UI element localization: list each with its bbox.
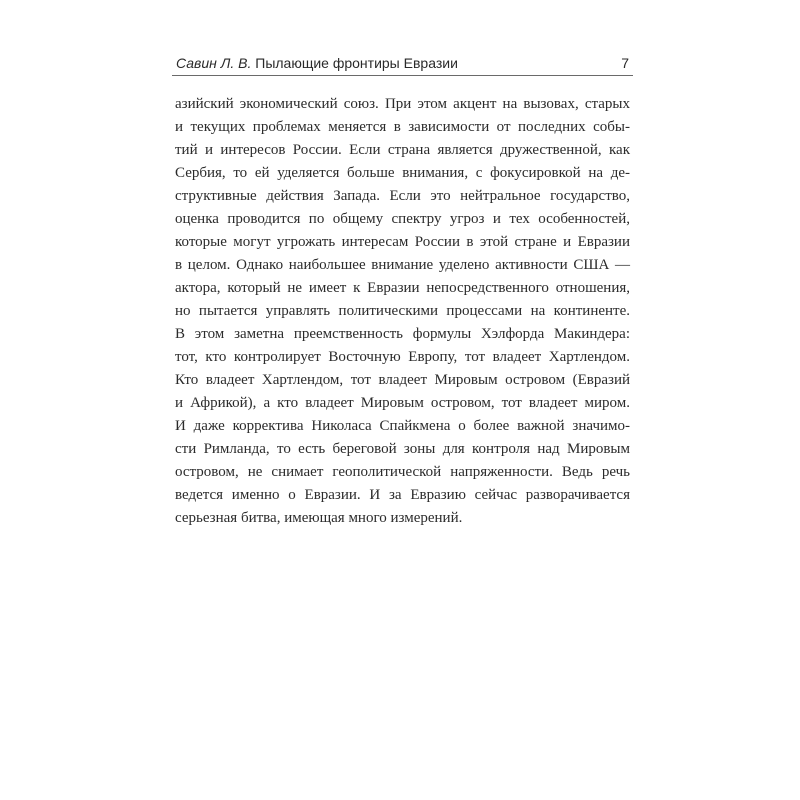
text-line: Сербия, то ей уделяется больше внимания, с фокусировкой на де-: [175, 165, 630, 181]
running-head: [176, 55, 458, 71]
page-number: 7: [621, 55, 629, 71]
text-line: азийский экономический союз. При этом акцент на вызовах, старых: [175, 96, 630, 112]
text-line: которые могут угрожать интересам России в этой стране и Евразии: [175, 234, 630, 250]
text-line: актора, который не имеет к Евразии непосредственного отношения,: [175, 280, 630, 296]
header-author: Савин Л. В.: [176, 55, 252, 71]
text-line: тот, кто контролирует Восточную Европу, тот владеет Хартлендом.: [175, 349, 630, 365]
text-line: и Африкой), а кто владеет Мировым островом, тот владеет миром.: [175, 395, 630, 411]
text-line: структивные действия Запада. Если это нейтральное государство,: [175, 188, 630, 204]
body-text: [175, 93, 630, 530]
text-line: островом, не снимает геополитической напряженности. Ведь речь: [175, 464, 630, 480]
text-line: тий и интересов России. Если страна является дружественной, как: [175, 142, 630, 158]
text-line: и текущих проблемах меняется в зависимости от последних собы-: [175, 119, 630, 135]
text-line: сти Римланда, то есть береговой зоны для контроля над Мировым: [175, 441, 630, 457]
text-line: В этом заметна преемственность формулы Хэлфорда Макиндера:: [175, 326, 630, 342]
page-header: [172, 50, 633, 76]
text-line: но пытается управлять политическими процессами на континенте.: [175, 303, 630, 319]
text-line: оценка проводится по общему спектру угроз и тех особенностей,: [175, 211, 630, 227]
text-line: Кто владеет Хартлендом, тот владеет Мировым островом (Евразий: [175, 372, 630, 388]
text-line: ведется именно о Евразии. И за Евразию сейчас разворачивается: [175, 487, 630, 503]
text-line: серьезная битва, имеющая много измерений.: [175, 510, 463, 526]
text-line: в целом. Однако наибольшее внимание уделено активности США —: [175, 257, 630, 273]
text-line: И даже корректива Николаса Спайкмена о более важной значимо-: [175, 418, 630, 434]
header-book-title: Пылающие фронтиры Евразии: [255, 55, 458, 71]
header-rule: [172, 75, 633, 76]
